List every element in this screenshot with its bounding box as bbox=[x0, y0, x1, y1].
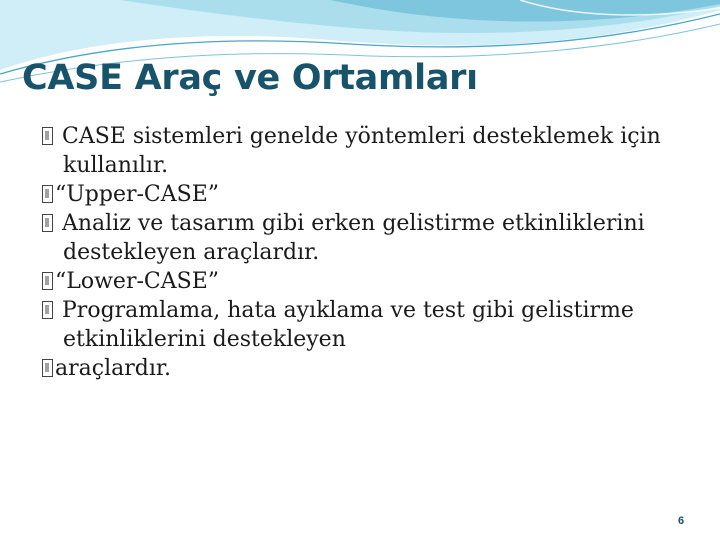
bullet-icon bbox=[42, 359, 53, 377]
bullet-icon bbox=[42, 301, 53, 319]
line-text: destekleyen araçlardır. bbox=[63, 240, 320, 265]
page-number: 6 bbox=[678, 515, 685, 527]
bullet-icon bbox=[42, 272, 53, 290]
line-text: “Lower-CASE” bbox=[55, 269, 220, 294]
bullet-icon bbox=[42, 185, 53, 203]
line-text: CASE sistemleri genelde yöntemleri desteklemek için bbox=[62, 124, 661, 149]
bullet-icon bbox=[42, 127, 53, 145]
bullet-line bbox=[42, 354, 702, 383]
bullet-line bbox=[42, 296, 702, 325]
bullet-line bbox=[42, 122, 702, 151]
slide-title: CASE Araç ve Ortamları bbox=[22, 58, 478, 98]
line-text: kullanılır. bbox=[63, 153, 169, 178]
line-text: etkinliklerini destekleyen bbox=[63, 327, 346, 352]
line-text: araçlardır. bbox=[55, 356, 171, 381]
line-text: “Upper-CASE” bbox=[55, 182, 220, 207]
continuation-line bbox=[42, 238, 702, 267]
bullet-line bbox=[42, 267, 702, 296]
bullet-line bbox=[42, 180, 702, 209]
slide-body bbox=[42, 122, 702, 383]
continuation-line bbox=[42, 151, 702, 180]
bullet-line bbox=[42, 209, 702, 238]
line-text: Programlama, hata ayıklama ve test gibi gelistirme bbox=[62, 298, 634, 323]
continuation-line bbox=[42, 325, 702, 354]
bullet-icon bbox=[42, 214, 53, 232]
line-text: Analiz ve tasarım gibi erken gelistirme etkinliklerini bbox=[62, 211, 645, 236]
